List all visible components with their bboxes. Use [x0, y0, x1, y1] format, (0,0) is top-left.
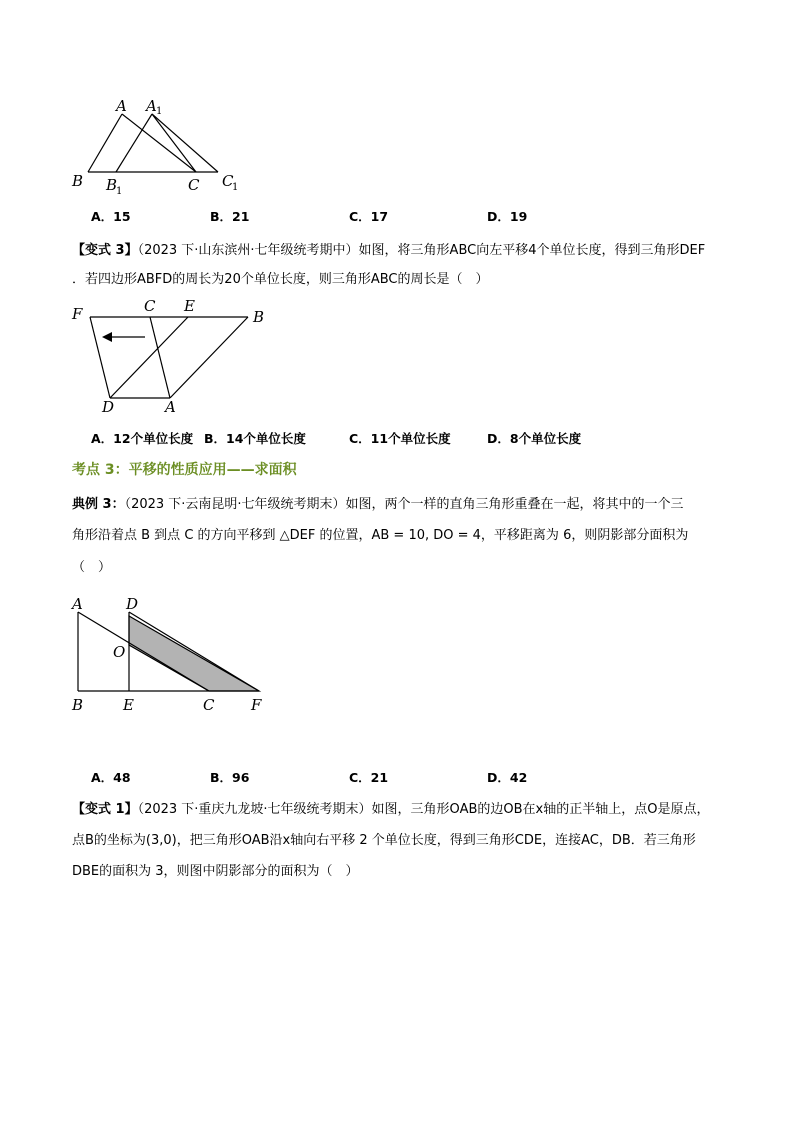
- option-b[interactable]: B．96: [210, 770, 250, 785]
- label-A1: A: [146, 97, 157, 115]
- edge-FD: [90, 317, 110, 398]
- label-F: F: [251, 696, 262, 714]
- label-A: A: [116, 97, 127, 115]
- option-c[interactable]: C．21: [349, 770, 389, 785]
- option-c[interactable]: C．17: [349, 209, 389, 224]
- variant3-text1: （2023 下·山东滨州·七年级统考期中）如图，将三角形ABC向左平移4个单位长度，得到三角形DEF: [137, 243, 706, 258]
- option-d[interactable]: D．19: [487, 209, 528, 224]
- variant1-tag: 【变式 1】: [72, 802, 138, 817]
- edge-DE: [110, 317, 188, 398]
- example3-tag: 典例 3：: [72, 497, 125, 512]
- option-b[interactable]: B．14个单位长度: [204, 431, 306, 446]
- figure-translated-triangles: [60, 90, 260, 200]
- label-A: A: [72, 595, 83, 613]
- label-E: E: [123, 696, 134, 714]
- figure-parallelogram-translation: [60, 297, 280, 420]
- option-d[interactable]: D．8个单位长度: [487, 431, 582, 446]
- example3-line1: [72, 495, 684, 515]
- variant1-line2: 点B的坐标为(3,0)，把三角形OAB沿x轴向右平移 2 个单位长度，得到三角形CDE，连接AC，DB．若三角形: [72, 833, 696, 848]
- option-a[interactable]: A．12个单位长度: [91, 431, 194, 446]
- label-B1: B: [106, 176, 118, 194]
- label-B: B: [253, 308, 265, 326]
- label-B1-sub: 1: [116, 186, 123, 197]
- label-A: A: [165, 398, 176, 416]
- label-C1: C: [222, 172, 234, 190]
- label-C: C: [203, 696, 215, 714]
- example3-line3: （ ）: [72, 560, 112, 575]
- option-c[interactable]: C．11个单位长度: [349, 431, 451, 446]
- label-D: D: [126, 595, 139, 613]
- option-d[interactable]: D．42: [487, 770, 528, 785]
- arrow-left-icon: [102, 332, 112, 342]
- label-B: B: [72, 696, 84, 714]
- label-D: D: [102, 398, 115, 416]
- label-A1-sub: 1: [156, 106, 163, 117]
- edge-BA: [88, 114, 122, 172]
- label-F: F: [72, 305, 83, 323]
- section-title: 考点 3：平移的性质应用——求面积: [72, 462, 297, 478]
- option-a[interactable]: A．48: [91, 770, 131, 785]
- variant1-line3: DBE的面积为 3，则图中阴影部分的面积为（ ）: [72, 864, 359, 879]
- option-a[interactable]: A．15: [91, 209, 131, 224]
- label-C: C: [188, 176, 200, 194]
- edge-AB: [170, 317, 248, 398]
- example3-text1: （2023 下·云南昆明·七年级统考期末）如图，两个一样的直角三角形重叠在一起，将其中的一个三: [124, 497, 684, 512]
- label-B: B: [72, 172, 84, 190]
- variant1-line1: [72, 800, 709, 820]
- label-C: C: [144, 297, 156, 315]
- variant3-line1: [72, 241, 705, 261]
- label-C1-sub: 1: [232, 182, 239, 193]
- variant3-line2: ．若四边形ABFD的周长为20个单位长度，则三角形ABC的周长是（ ）: [72, 272, 489, 287]
- label-O: O: [113, 643, 126, 661]
- label-E: E: [184, 297, 195, 315]
- variant3-tag: 【变式 3】: [72, 243, 138, 258]
- variant1-text1: （2023 下·重庆九龙坡·七年级统考期末）如图，三角形OAB的边OB在x轴的正半轴上，点O是原点，: [137, 802, 710, 817]
- example3-line2: 角形沿着点 B 到点 C 的方向平移到 △DEF 的位置，AB = 10, DO = 4，平移距离为 6，则阴影部分面积为: [72, 528, 689, 543]
- edge-CA: [150, 317, 170, 398]
- option-b[interactable]: B．21: [210, 209, 250, 224]
- figure-overlapping-right-triangles: [60, 590, 280, 720]
